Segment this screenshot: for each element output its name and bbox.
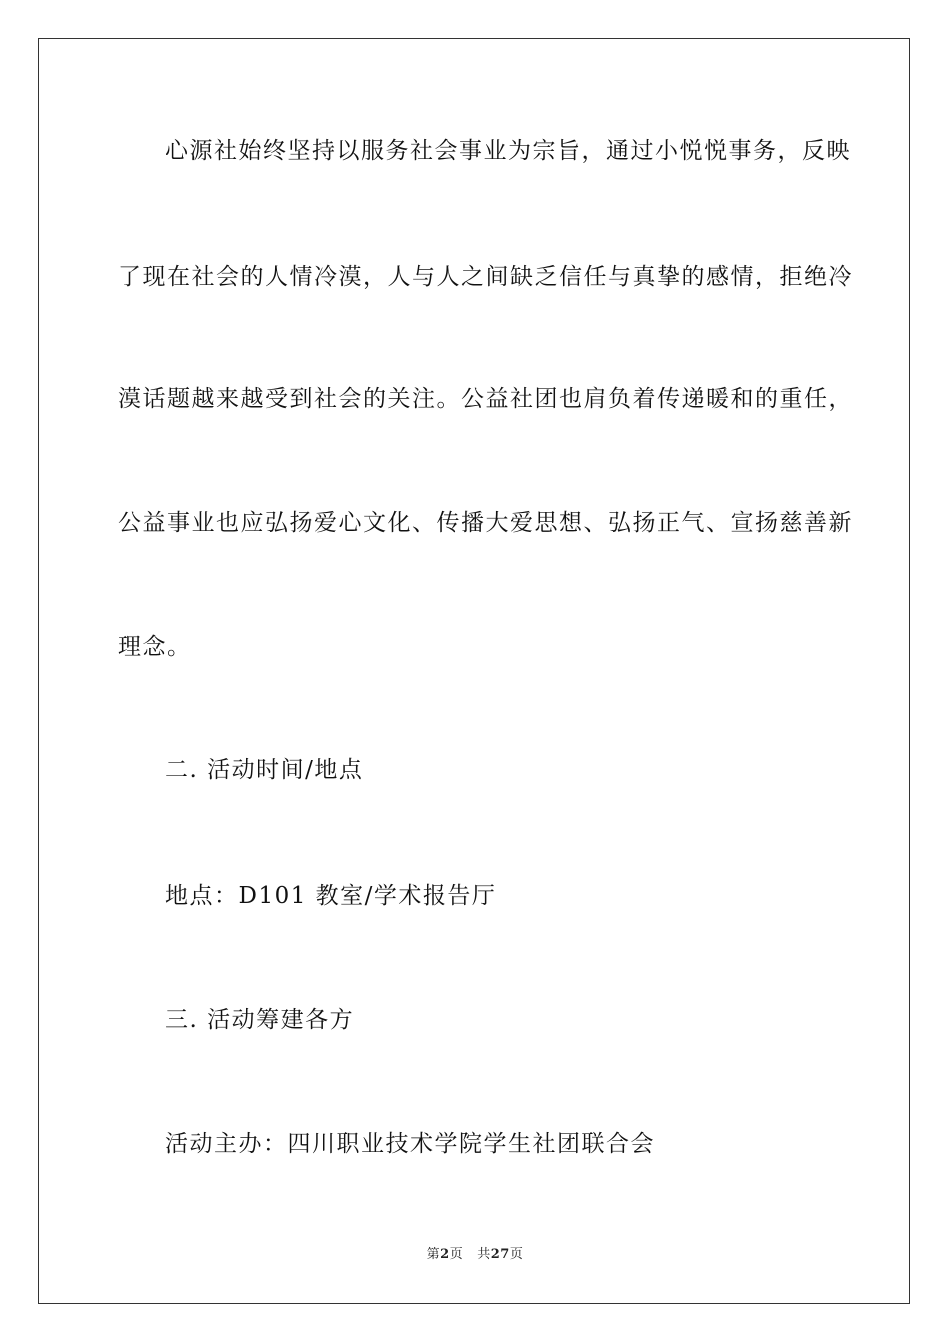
total-suffix: 页	[509, 1247, 524, 1262]
organizer-line: 活动主办：四川职业技术学院学生社团联合会	[165, 1131, 655, 1157]
page-suffix: 页	[449, 1247, 464, 1262]
paragraph-line-4: 公益事业也应弘扬爱心文化、传播大爱思想、弘扬正气、宣扬慈善新	[118, 510, 853, 536]
paragraph-line-3: 漠话题越来越受到社会的关注。公益社团也肩负着传递暖和的重任，	[118, 386, 853, 412]
page-border	[38, 38, 910, 1304]
section-3-heading: 三. 活动筹建各方	[165, 1007, 355, 1033]
paragraph-line-5: 理念。	[118, 634, 192, 660]
page-number: 2	[440, 1247, 450, 1262]
paragraph-line-1: 心源社始终坚持以服务社会事业为宗旨，通过小悦悦事务，反映	[165, 138, 851, 164]
total-prefix: 共	[477, 1247, 491, 1262]
page-footer	[0, 1246, 950, 1264]
page-prefix: 第	[426, 1247, 441, 1262]
location-line: 地点：D101 教室/学术报告厅	[165, 883, 497, 909]
section-2-heading: 二. 活动时间/地点	[165, 757, 364, 783]
total-pages: 27	[490, 1247, 510, 1262]
paragraph-line-2: 了现在社会的人情冷漠，人与人之间缺乏信任与真挚的感情，拒绝冷	[118, 264, 853, 290]
